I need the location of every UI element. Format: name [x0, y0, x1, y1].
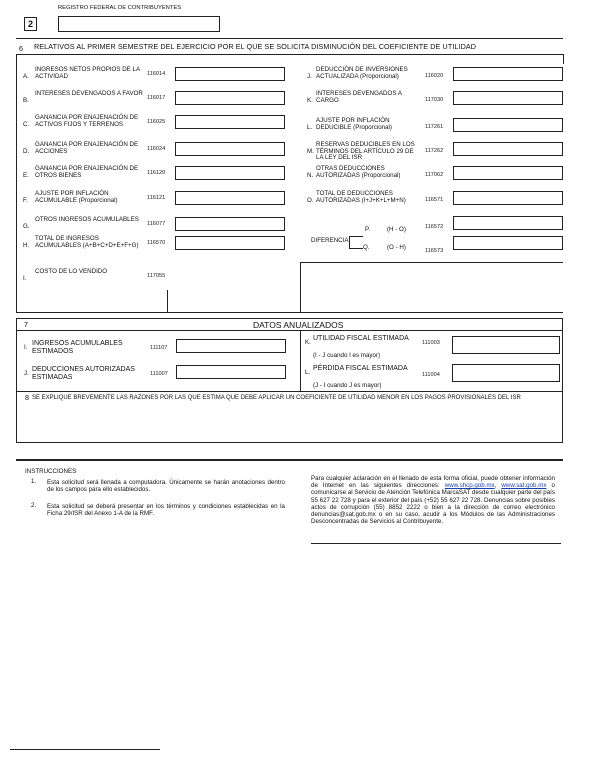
- section6-left-border: [16, 54, 17, 312]
- field-letter: K.: [307, 97, 313, 104]
- section7-lower-rule: [16, 391, 563, 392]
- field-code: 116020: [425, 73, 444, 79]
- section8-number: 8: [25, 393, 30, 402]
- section6-bottom-rule: [16, 312, 563, 313]
- field-input[interactable]: [176, 339, 286, 353]
- field-letter: H.: [23, 242, 30, 249]
- diferencia-p-formula: (H - O): [387, 226, 406, 233]
- page-number: 2: [27, 19, 33, 29]
- field-input[interactable]: [453, 91, 563, 105]
- diferencia-q-code: 116573: [425, 248, 444, 254]
- field-label: TOTAL DE DEDUCCIONES AUTORIZADAS (I+J+K+L+M+N): [316, 190, 406, 204]
- field-input[interactable]: [176, 365, 286, 379]
- field-input[interactable]: [453, 191, 563, 205]
- diferencia-bracket-bottom: [349, 248, 363, 249]
- field-code: 111107: [150, 345, 168, 351]
- footer-rule: [10, 749, 160, 750]
- field-input[interactable]: [453, 67, 563, 81]
- field-label: DEDUCCIÓN DE INVERSIONES ACTUALIZADA (Proporcional): [316, 66, 408, 80]
- field-label: INTERESES DEVENGADOS A FAVOR: [35, 90, 143, 97]
- page-number-box: [24, 17, 37, 31]
- section6-mid-divider: [167, 290, 168, 312]
- field-label: AJUSTE POR INFLACIÓN ACUMULABLE (Proporcional): [35, 190, 118, 204]
- field-letter: E.: [23, 172, 29, 179]
- field-code: 116570: [147, 240, 166, 246]
- diferencia-q-letter: Q.: [363, 244, 370, 251]
- section6-center-divider: [300, 262, 301, 312]
- section8-text: SE EXPLIQUE BREVEMENTE LAS RAZONES POR LAS QUE ESTIMA QUE DEBE APLICAR UN COEFICIENTE DE UTILIDAD MENOR EN LOS PAGOS PROVISIONALES DEL ISR: [32, 395, 521, 401]
- instructions-right-text: Para cualquier aclaración en el llenado de esta forma oficial, puede obtener información de Internet en las siguientes direcciones: www.shcp.gob.mx, www.sat.gob.mx o comunicarse al Servicio de Atención Telefónica MarcaSAT desde cualquier parte del país 55 627 22 728 y para el exterior del país (+52) 55 627 22 728. Denuncias sobre posibles actos de corrupción (55) 8852 2222 o bien a la dirección de correo electrónico denuncias@sat.gob.mx o en su caso, acudir a los Módulos de las Administraciones Desconcentradas de Servicios al Contribuyente.: [311, 475, 555, 526]
- field-label: INTERESES DEVENGADOS A CARGO: [316, 90, 402, 104]
- field-label: AJUSTE POR INFLACIÓN DEDUCIBLE (Proporcional): [316, 117, 392, 131]
- field-label: TOTAL DE INGRESOS ACUMULABLES (A+B+C+D+E+F+G): [35, 235, 139, 249]
- instructions-top-rule: [16, 459, 563, 461]
- rfc-label: REGISTRO FEDERAL DE CONTRIBUYENTES: [58, 5, 182, 11]
- field-label: OTRAS DEDUCCIONES AUTORIZADAS (Proporcional): [316, 165, 401, 179]
- field-input[interactable]: [175, 217, 285, 231]
- field-code: 116024: [147, 146, 166, 152]
- field-code: 116014: [147, 71, 166, 77]
- field-letter: B.: [23, 97, 29, 104]
- link-sat[interactable]: www.sat.gob.mx: [501, 482, 547, 490]
- section6-right-bottom-rule: [300, 262, 563, 263]
- field-label: UTILIDAD FISCAL ESTIMADA: [313, 335, 409, 342]
- link-shcp[interactable]: www.shcp.gob.mx: [444, 482, 495, 490]
- field-code: 116120: [147, 170, 166, 176]
- section7-title-rule: [16, 330, 563, 331]
- field-code: 116017: [147, 95, 166, 101]
- field-code: 111007: [150, 371, 168, 377]
- section6-top-rule: [16, 38, 563, 39]
- diferencia-p-letter: P.: [365, 226, 371, 233]
- instructions-title: INSTRUCCIONES: [25, 468, 77, 475]
- field-input[interactable]: [175, 115, 285, 129]
- field-sub: (J - I cuando J es mayor): [313, 382, 382, 389]
- field-letter: J.: [307, 73, 312, 80]
- field-letter: A.: [23, 73, 29, 80]
- diferencia-bracket: [349, 236, 350, 248]
- field-input[interactable]: [453, 118, 563, 132]
- field-input[interactable]: [452, 336, 560, 354]
- field-letter: F.: [23, 197, 28, 204]
- field-sub: (I - J cuando I es mayor): [313, 352, 381, 359]
- field-letter: I.: [24, 344, 28, 351]
- field-letter: N.: [307, 172, 314, 179]
- field-label: DEDUCCIONES AUTORIZADAS ESTIMADAS: [32, 366, 135, 381]
- section6-number: 6: [19, 44, 24, 53]
- instructions-right-intro: Para cualquier aclaración en el llenado de esta forma oficial, puede obtener información de Internet en las siguientes direcciones:: [311, 475, 555, 490]
- diferencia-q-input[interactable]: [453, 236, 563, 250]
- field-label: INGRESOS NETOS PROPIOS DE LA ACTIVIDAD: [35, 66, 140, 80]
- section7-center-divider: [300, 330, 301, 391]
- diferencia-p-code: 116572: [425, 224, 444, 230]
- field-label: COSTO DE LO VENDIDO: [35, 268, 108, 275]
- field-letter: J.: [24, 370, 29, 377]
- field-input[interactable]: [175, 236, 285, 250]
- field-input[interactable]: [453, 142, 563, 156]
- instruction-number: 1.: [31, 478, 37, 485]
- field-letter: M.: [307, 148, 314, 155]
- instructions-bottom-rule: [311, 543, 561, 544]
- field-code: 116571: [425, 197, 444, 203]
- diferencia-bracket-top: [349, 236, 363, 237]
- field-letter: L.: [307, 124, 313, 131]
- field-label: RESERVAS DEDUCIBLES EN LOS TÉRMINOS DEL ARTÍCULO 29 DE LA LEY DEL ISR: [316, 141, 415, 162]
- section6-title: RELATIVOS AL PRIMER SEMESTRE DEL EJERCICIO POR EL QUE SE SOLICITA DISMINUCIÓN DEL COEFICIENTE DE UTILIDAD: [34, 42, 477, 51]
- instruction-text: Esta solicitud se deberá presentar en los términos y condiciones establecidas en la Ficha 29/ISR del Anexo 1-A de la RMF.: [47, 503, 285, 518]
- field-input[interactable]: [453, 166, 563, 180]
- field-letter: G.: [23, 223, 30, 230]
- field-label: GANANCIA POR ENAJENACIÓN DE ACTIVOS FIJOS Y TERRENOS: [35, 114, 139, 128]
- diferencia-label: DIFERENCIA: [311, 237, 349, 244]
- field-letter: L.: [305, 369, 311, 376]
- field-code: 116025: [147, 119, 166, 125]
- field-letter: D.: [23, 148, 30, 155]
- field-letter: K.: [305, 339, 311, 346]
- field-code: 117062: [425, 172, 444, 178]
- field-code: 116077: [147, 221, 166, 227]
- field-code: 111003: [422, 340, 440, 346]
- section7-number: 7: [24, 320, 29, 329]
- field-input[interactable]: [175, 191, 285, 205]
- field-label: GANANCIA POR ENAJENACIÓN DE ACCIONES: [35, 141, 139, 155]
- instruction-number: 2.: [31, 502, 37, 509]
- field-code: 117055: [147, 273, 166, 279]
- field-input[interactable]: [175, 91, 285, 105]
- field-code: 117030: [425, 97, 444, 103]
- field-input[interactable]: [175, 67, 285, 81]
- diferencia-p-input[interactable]: [453, 216, 563, 230]
- instruction-text: Esta solicitud será llenada a computadora. Únicamente se harán anotaciones dentro de los campos para ello establecidos.: [47, 479, 285, 494]
- field-label: INGRESOS ACUMULABLES ESTIMADOS: [32, 340, 123, 355]
- section8-textarea[interactable]: [17, 410, 562, 442]
- field-letter: I.: [23, 275, 27, 282]
- field-input[interactable]: [452, 364, 560, 382]
- instructions-right-contact: o comunicarse al Servicio de Atención Telefónica MarcaSAT desde cualquier parte del país 55 627 22 728 y para el exterior del país (+52) 55 627 22 728. Denuncias sobre posibles actos de corrupción (55) 8852 2222 o bien a la dirección de correo electrónico denuncias@sat.gob.mx o en su caso, acudir a los Módulos de las Administraciones Desconcentradas de Servicios al Contribuyente.: [311, 482, 555, 526]
- diferencia-q-formula: (O - H): [387, 244, 406, 251]
- field-letter: O.: [307, 197, 314, 204]
- field-label: PÉRDIDA FISCAL ESTIMADA: [313, 365, 408, 372]
- field-input[interactable]: [175, 166, 285, 180]
- section6-right-border: [563, 54, 564, 64]
- field-letter: C.: [23, 121, 30, 128]
- field-code: 116121: [147, 195, 166, 201]
- section7-title: DATOS ANUALIZADOS: [253, 320, 344, 330]
- field-code: 117261: [425, 124, 444, 130]
- field-input[interactable]: [175, 142, 285, 156]
- field-code: 117262: [425, 148, 444, 154]
- field-label: GANANCIA POR ENAJENACIÓN DE OTROS BIENES: [35, 165, 139, 179]
- field-code: 111004: [422, 372, 440, 378]
- rfc-input[interactable]: [58, 16, 220, 32]
- field-label: OTROS INGRESOS ACUMULABLES: [35, 216, 139, 223]
- section6-title-rule: [16, 54, 563, 55]
